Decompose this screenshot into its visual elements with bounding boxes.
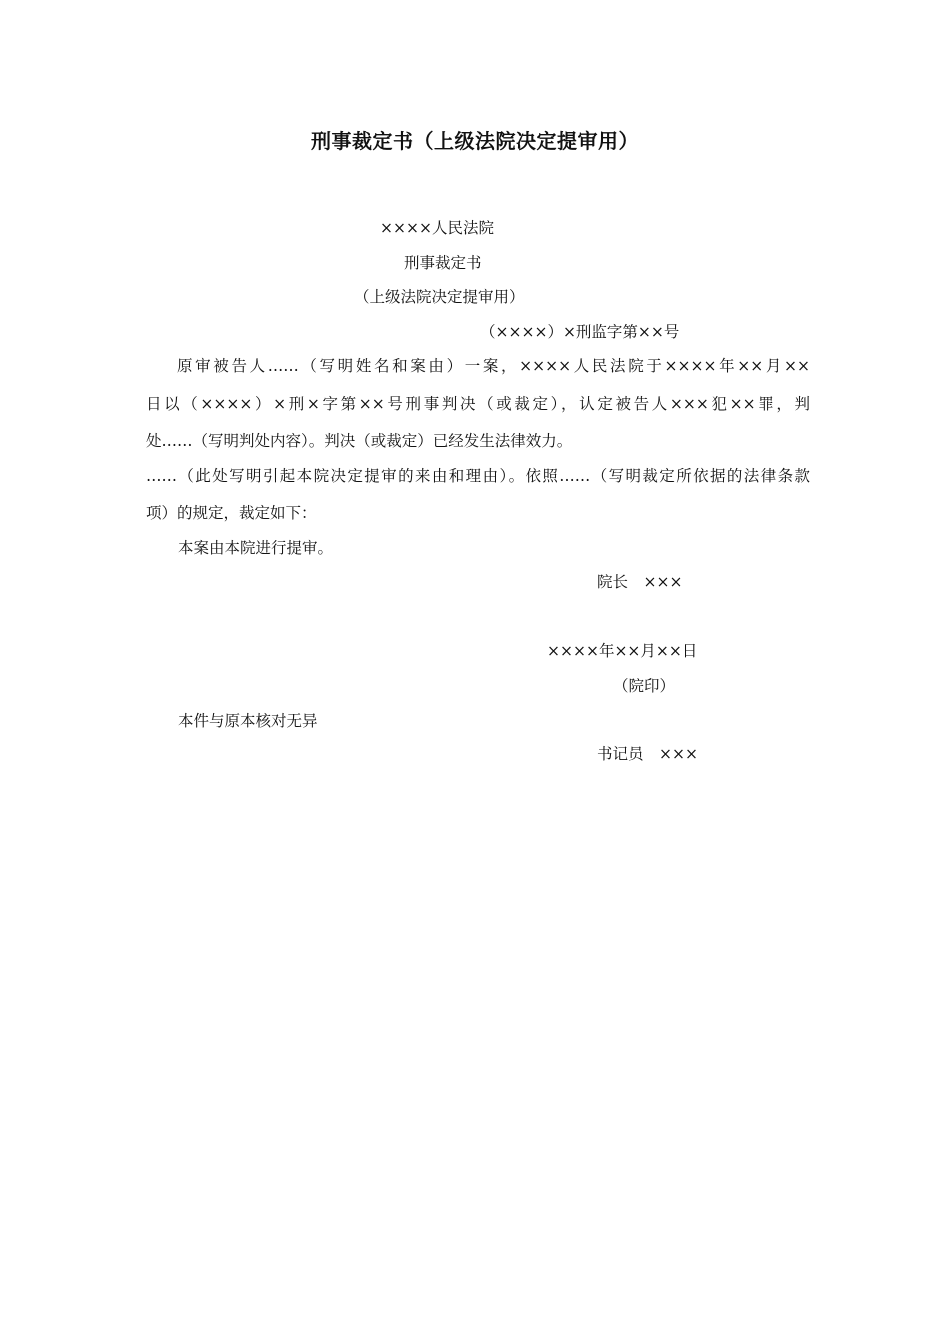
paragraph-2-line-1: ……（此处写明引起本院决定提审的来由和理由）。依照……（写明裁定所依据的法律条款 <box>146 467 810 485</box>
clerk-signature: 书记员 ××× <box>597 745 698 763</box>
document-type: 刑事裁定书 <box>404 254 482 272</box>
document-title: 刑事裁定书（上级法院决定提审用） <box>311 129 639 153</box>
paragraph-2-line-2: 项）的规定，裁定如下： <box>146 504 317 522</box>
paragraph-1-line-2: 日以（××××）×刑×字第××号刑事判决（或裁定），认定被告人×××犯××罪，判 <box>146 395 810 413</box>
paragraph-1-line-3: 处……（写明判处内容）。判决（或裁定）已经发生法律效力。 <box>146 432 573 450</box>
case-number: （××××）×刑监字第××号 <box>480 323 680 341</box>
ruling-date: ××××年××月××日 <box>547 642 698 660</box>
court-seal: （院印） <box>613 677 676 695</box>
ruling-text: 本案由本院进行提审。 <box>178 539 334 557</box>
paragraph-1-line-1: 原审被告人……（写明姓名和案由）一案，××××人民法院于××××年××月×× <box>177 357 810 375</box>
court-name: ××××人民法院 <box>380 219 494 237</box>
verification-note: 本件与原本核对无异 <box>178 712 318 730</box>
president-signature: 院长 ××× <box>597 573 683 591</box>
document-subtype: （上级法院决定提审用） <box>354 288 525 306</box>
